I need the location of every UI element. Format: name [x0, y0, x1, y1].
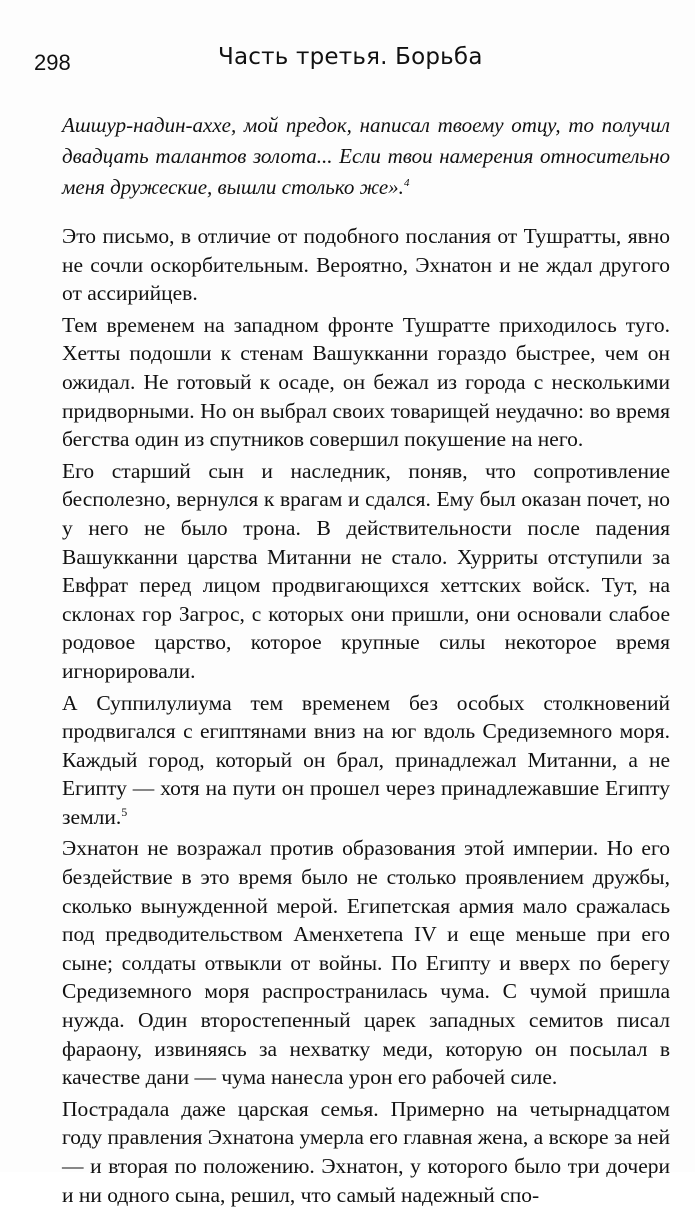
quote-text: Ашшур-надин-ахxe, мой предок, написал твоему отцу, то получил двадцать талантов золота... Если твои намерения относительно меня дружеские, вышли столько же». [62, 113, 670, 199]
footnote-mark: 5 [121, 804, 128, 819]
paragraph-text: Его старший сын и наследник, поняв, что сопротивление бесполезно, вернулся к врагам и сдался. Ему был оказан почет, но у него не было трона. В действительности после падения Вашукканни царства Митанни не стало. Хурриты отступили за Евфрат перед лицом продвигающихся хеттских войск. Тут, на склонах гор Загрос, с которых они пришли, они основали слабое родовое царство, которое крупные силы некоторое время игнорировали. [62, 458, 670, 683]
paragraph [62, 689, 670, 832]
page-number: 298 [34, 50, 71, 75]
paragraph-text: Пострадала даже царская семья. Примерно на четырнадцатом году правления Эхнатона умерла его главная жена, а вскоре за ней — и вторая по положению. Эхнатон, у которого было три дочери и ни одного сына, решил, что самый надежный спо- [62, 1096, 670, 1207]
paragraph-text: Тем временем на западном фронте Тушратте приходилось туго. Хетты подошли к стенам Вашукканни гораздо быстрее, чем он ожидал. Не готовый к осаде, он бежал из города с несколькими придворными. Но он выбрал своих товарищей неудачно: во время бегства один из спутников совершил покушение на него. [62, 312, 670, 452]
paragraph-text: Эхнатон не возражал против образования этой империи. Но его бездействие в это время было не столько проявлением дружбы, сколько вынужденной мерой. Египетская армия мало сражалась под предводительством Аменхетепа IV и еще меньше при его сыне; солдаты отвыкли от войны. По Египту и вверх по берегу Средиземного моря распространилась чума. С чумой пришла нужда. Один второстепенный царек западных семитов писал фараону, извиняясь за нехватку меди, которую он посылал в качестве дани — чума нанесла урон его рабочей силе. [62, 836, 670, 1090]
paragraph [62, 1095, 670, 1209]
paragraph [62, 222, 670, 308]
paragraph-text: А Суппилулиума тем временем без особых столкновений продвигался с египтянами вниз на юг вдоль Средиземного моря. Каждый город, который он брал, принадлежал Митанни, а не Египту — хотя на пути он прошел через принадлежавшие Египту земли. [62, 690, 670, 829]
main-text [62, 222, 670, 1212]
footnote-mark: 4 [403, 177, 410, 189]
paragraph-text: Это письмо, в отличие от подобного послания от Тушратты, явно не сочли оскорбительным. Вероятно, Эхнатон и не ждал другого от ассирийцев. [62, 224, 670, 306]
running-title: Часть третья. Борьба [218, 44, 483, 70]
paragraph [62, 311, 670, 454]
paragraph [62, 834, 670, 1091]
page-header [34, 44, 669, 78]
paragraph [62, 457, 670, 686]
quote-block [62, 110, 670, 203]
